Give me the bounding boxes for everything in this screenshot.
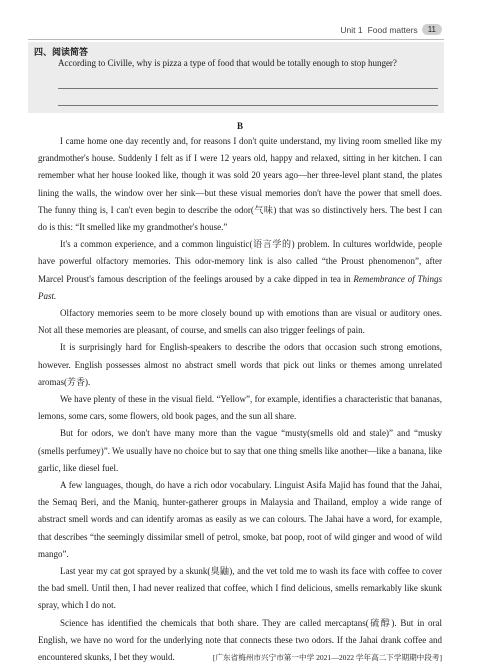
paragraph: Last year my cat got sprayed by a skunk(臭鼬), and the vet told me to wash its face with coffee to cover the bad smell. Until then, I had never realized that coffee, which I find delicious, smells remarkably like skunk spray, which I do not. bbox=[38, 566, 442, 611]
source-citation: [广东省梅州市兴宁市第一中学 2021—2022 学年高二下学期期中段考] bbox=[212, 653, 442, 663]
paragraph: Olfactory memories seem to be more closely bound up with emotions than are visual or auditory ones. Not all these memories are pleasant, of course, and smells can also trigger feelings of pain. bbox=[38, 308, 442, 336]
section-heading: 四、阅读简答 bbox=[34, 48, 89, 58]
answer-line bbox=[58, 105, 438, 106]
paragraph bbox=[38, 615, 442, 667]
paragraph-text: It's a common experience, and a common linguistic(语言学的) problem. In cultures worldwide, people have powerful olfactory memories. This odor-memory link is also called “the Proust phenomenon”, after Marcel Proust's famous description of the feelings aroused by a cake dipped in tea in bbox=[38, 239, 442, 284]
passage-body bbox=[38, 133, 442, 666]
book-title: Remembrance of Things Past. bbox=[38, 273, 442, 301]
answer-line bbox=[58, 88, 438, 89]
paragraph-text: Science has identified the chemicals that both share. They are called mercaptans(硫醇). But in oral English, we have no word for the underlying note that connects these two odors. If the Jahai drank coffee and encountered skunks, I bet they would. bbox=[38, 617, 442, 663]
unit-label: Unit 1 bbox=[340, 24, 363, 35]
paragraph: I came home one day recently and, for reasons I don't quite understand, my living room smelled like my grandmother's house. Suddenly I felt as if I were 12 years old, happy and relaxed, sitting in her kitchen. I can remember what her house looked like, though it was sold 20 years ago—her three-level plant stand, the plates lining the walls, the window over her sink—but these visual memories don't have the power that smell does. The funny thing is, I can't even begin to describe the odor(气味) that was so distinctively hers. The best I can do is this: “It smelled like my grandmother's house.” bbox=[38, 136, 442, 233]
passage-label: B bbox=[236, 121, 243, 131]
header-divider bbox=[28, 39, 444, 40]
paragraph bbox=[38, 236, 442, 305]
page-number-badge: 11 bbox=[422, 24, 442, 35]
question-text: According to Civille, why is pizza a type of food that would be totally enough to stop hunger? bbox=[58, 58, 397, 68]
paragraph: We have plenty of these in the visual field. “Yellow”, for example, identifies a characteristic that bananas, lemons, some cars, some flowers, old book pages, and the sun all share. bbox=[38, 394, 442, 422]
unit-title: Food matters bbox=[367, 24, 418, 35]
page-header bbox=[340, 24, 442, 35]
question-box bbox=[28, 42, 444, 113]
paragraph: It is surprisingly hard for English-speakers to describe the odors that occasion such strong emotions, however. English possesses almost no abstract smell words that pick out links or themes among unrelated aromas(芳香). bbox=[38, 342, 442, 387]
paragraph: But for odors, we don't have many more than the vague “musty(smells old and stale)” and “musky (smells perfumey)”. We usually have no choice but to say that one thing smells like another—like a banana, like garlic, like diesel fuel. bbox=[38, 428, 442, 473]
paragraph: A few languages, though, do have a rich odor vocabulary. Linguist Asifa Majid has found that the Jahai, the Semaq Beri, and the Maniq, hunter-gatherer groups in Malaysia and Thailand, employ a wide range of abstract smell words and can identify aromas as easily as we can colours. The Jahai have a word, for example, that describes “the seemingly dissimilar smell of petrol, smoke, bat poop, root of wild ginger and wood of wild mango”. bbox=[38, 480, 442, 559]
